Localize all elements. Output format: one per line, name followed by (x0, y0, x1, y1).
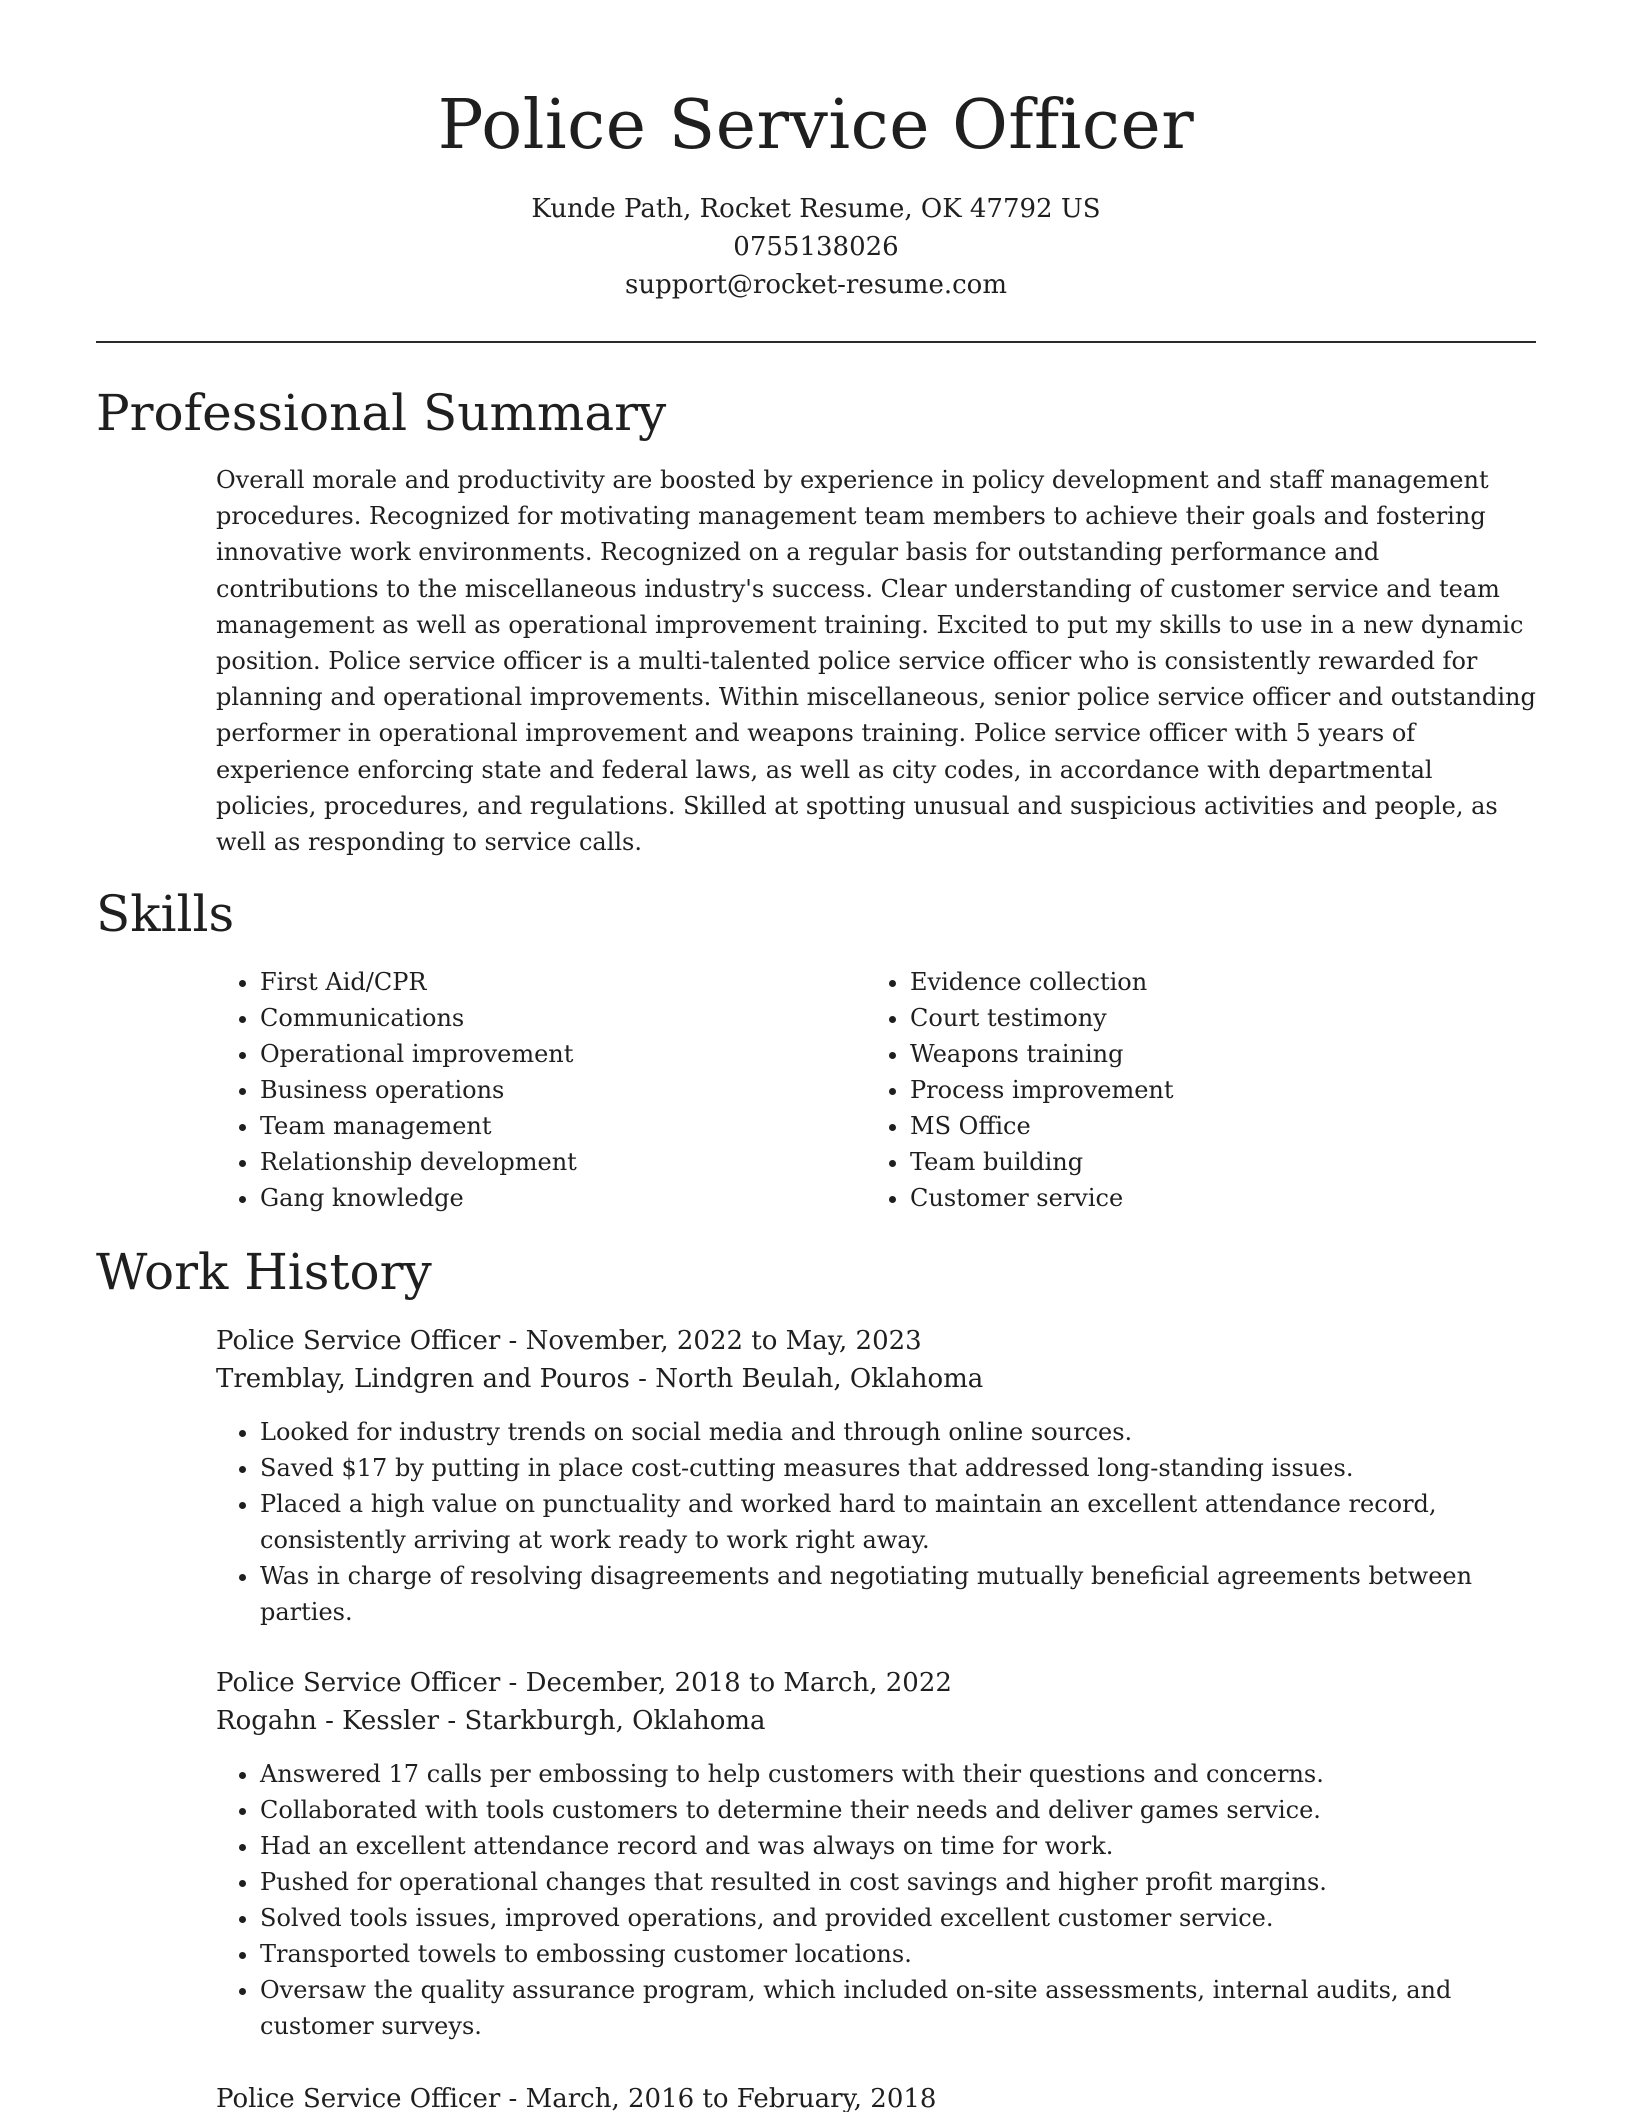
job-title-line (216, 1322, 1538, 1360)
skill-item: • Team building (910, 1144, 1174, 1180)
job-bullet: • Collaborated with tools customers to determine their needs and deliver games service. (260, 1792, 1538, 1828)
skill-item: • Team management (260, 1108, 577, 1144)
contact-block (96, 190, 1536, 304)
separator: - (439, 1706, 465, 1736)
job-company-line (216, 1360, 1538, 1398)
job-bullet: • Had an excellent attendance record and was always on time for work. (260, 1828, 1538, 1864)
separator: - (500, 2084, 526, 2112)
job-bullet: • Was in charge of resolving disagreements and negotiating mutually beneficial agreements between parties. (260, 1558, 1538, 1630)
job-bullet: • Pushed for operational changes that resulted in cost savings and higher profit margins. (260, 1864, 1538, 1900)
job-bullet: • Placed a high value on punctuality and worked hard to maintain an excellent attendance record, consistently arriving at work ready to work right away. (260, 1486, 1538, 1558)
job-bullet: • Solved tools issues, improved operations, and provided excellent customer service. (260, 1900, 1538, 1936)
job-entry (216, 1322, 1538, 1630)
job-role: Police Service Officer (216, 1668, 501, 1698)
header-divider (96, 341, 1536, 343)
skill-item: • MS Office (910, 1108, 1174, 1144)
contact-address: Kunde Path, Rocket Resume, OK 47792 US (531, 194, 1101, 224)
job-company: Tremblay, Lindgren and Pouros (216, 1364, 630, 1394)
skills-list-right (866, 964, 1174, 1216)
job-entry (216, 2080, 1538, 2112)
job-bullets (216, 1756, 1538, 2044)
skill-item: • Process improvement (910, 1072, 1174, 1108)
skill-item: • Evidence collection (910, 964, 1174, 1000)
job-role: Police Service Officer (216, 2084, 501, 2112)
job-bullet: • Transported towels to embossing customer locations. (260, 1936, 1538, 1972)
separator: - (500, 1668, 526, 1698)
job-dates: March, 2016 to February, 2018 (525, 2084, 937, 2112)
job-dates: December, 2018 to March, 2022 (525, 1668, 952, 1698)
skill-item: • Operational improvement (260, 1036, 577, 1072)
job-location: Starkburgh, Oklahoma (464, 1706, 766, 1736)
job-bullet: • Saved $17 by putting in place cost-cutting measures that addressed long-standing issues. (260, 1450, 1538, 1486)
job-entry (216, 1664, 1538, 2044)
job-company: Rogahn - Kessler (216, 1706, 440, 1736)
resume-header (96, 82, 1536, 304)
job-location: North Beulah, Oklahoma (655, 1364, 984, 1394)
job-bullet: • Answered 17 calls per embossing to help customers with their questions and concerns. (260, 1756, 1538, 1792)
job-company-line (216, 1702, 1538, 1740)
skill-item: • Court testimony (910, 1000, 1174, 1036)
candidate-name: Police Service Officer (437, 86, 1195, 165)
separator: - (500, 1326, 526, 1356)
job-role: Police Service Officer (216, 1326, 501, 1356)
summary-heading: Professional Summary (96, 384, 667, 442)
job-dates: November, 2022 to May, 2023 (525, 1326, 922, 1356)
job-bullet: • Looked for industry trends on social media and through online sources. (260, 1414, 1538, 1450)
skill-item: • Communications (260, 1000, 577, 1036)
skills-heading: Skills (96, 885, 235, 943)
skill-item: • Relationship development (260, 1144, 577, 1180)
job-bullets (216, 1414, 1538, 1630)
work-history-heading: Work History (96, 1243, 432, 1301)
skill-item: • Business operations (260, 1072, 577, 1108)
job-title-line (216, 2080, 1538, 2112)
skill-item: • Weapons training (910, 1036, 1174, 1072)
job-bullet: • Oversaw the quality assurance program, which included on-site assessments, internal audits, and customer surveys. (260, 1972, 1538, 2044)
skill-item: • First Aid/CPR (260, 964, 577, 1000)
skills-list-left (216, 964, 577, 1216)
summary-text: Overall morale and productivity are boosted by experience in policy development and staff management procedures. Recognized for motivating management team members to achieve their goals and fostering innovative work environments. Recognized on a regular basis for outstanding performance and contributions to the miscellaneous industry's success. Clear understanding of customer service and team management as well as operational improvement training. Excited to put my skills to use in a new dynamic position. Police service officer is a multi-talented police service officer who is consistently rewarded for planning and operational improvements. Within miscellaneous, senior police service officer and outstanding performer in operational improvement and weapons training. Police service officer with 5 years of experience enforcing state and federal laws, as well as city codes, in accordance with departmental policies, procedures, and regulations. Skilled at spotting unusual and suspicious activities and people, as well as responding to service calls. (216, 466, 1536, 857)
contact-email: support@rocket-resume.com (624, 270, 1007, 300)
contact-phone: 0755138026 (733, 232, 899, 262)
job-title-line (216, 1664, 1538, 1702)
skill-item: • Gang knowledge (260, 1180, 577, 1216)
separator: - (629, 1364, 656, 1394)
skill-item: • Customer service (910, 1180, 1174, 1216)
